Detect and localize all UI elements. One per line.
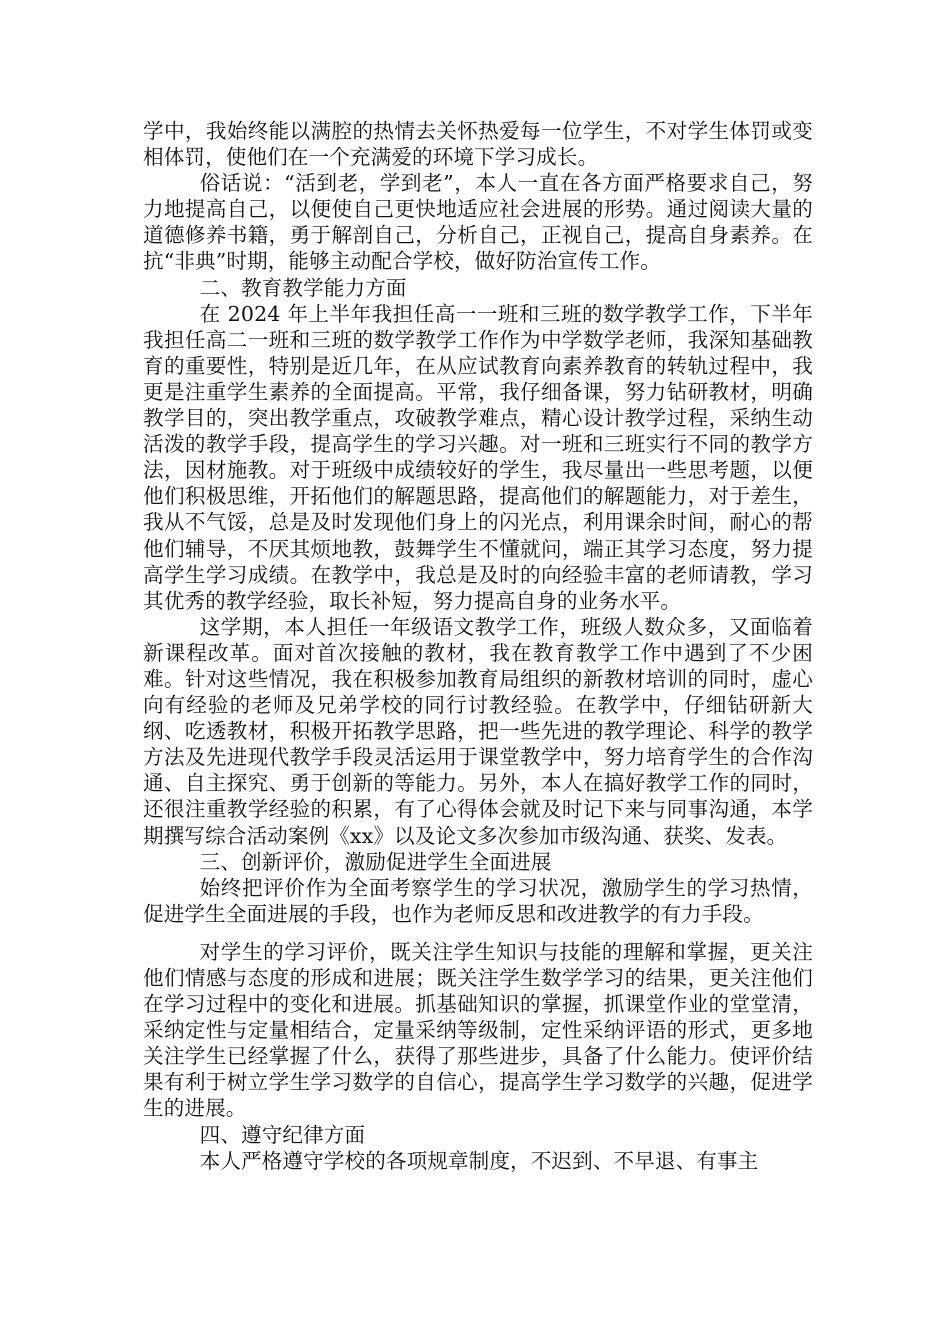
document-body <box>143 118 813 1174</box>
body-paragraph: 对学生的学习评价，既关注学生知识与技能的理解和掌握，更关注他们情感与态度的形成和进展；既关注学生数学学习的结果，更关注他们在学习过程中的变化和进展。抓基础知识的掌握，抓课堂作业的堂堂清，采纳定性与定量相结合，定量采纳等级制，定性采纳评语的形式，更多地关注学生已经掌握了什么，获得了那些进步，具备了什么能力。使评价结果有利于树立学生学习数学的自信心，提高学生学习数学的兴趣，促进学生的进展。 <box>143 939 813 1121</box>
body-paragraph: 学中，我始终能以满腔的热情去关怀热爱每一位学生，不对学生体罚或变相体罚，使他们在一个充满爱的环境下学习成长。 <box>143 119 813 170</box>
section-heading: 三、创新评价，激励促进学生全面进展 <box>199 849 552 874</box>
paragraph-spacer <box>143 927 813 939</box>
body-paragraph: 俗话说：“活到老，学到老”，本人一直在各方面严格要求自己，努力地提高自己，以便使自己更快地适应社会进展的形势。通过阅读大量的道德修养书籍，勇于解剖自己，分析自己，正视自己，提高自身素养。在抗“非典”时期，能够主动配合学校，做好防治宣传工作。 <box>143 171 813 274</box>
body-paragraph: 在 2024 年上半年我担任高一一班和三班的数学教学工作，下半年我担任高二一班和三班的数学教学工作作为中学数学老师，我深知基础教育的重要性，特别是近几年，在从应试教育向素养教育的转轨过程中，我更是注重学生素养的全面提高。平常，我仔细备课，努力钻研教材，明确教学目的，突出教学重点，攻破教学难点，精心设计教学过程，采纳生动活泼的教学手段，提高学生的学习兴趣。对一班和三班实行不同的教学方法，因材施教。对于班级中成绩较好的学生，我尽量出一些思考题，以便他们积极思维，开拓他们的解题思路，提高他们的解题能力，对于差生，我从不气馁，总是及时发现他们身上的闪光点，利用课余时间，耐心的帮他们辅导，不厌其烦地教，鼓舞学生不懂就问，端正其学习态度，努力提高学生学习成绩。在教学中，我总是及时的向经验丰富的老师请教，学习其优秀的教学经验，取长补短，努力提高自身的业务水平。 <box>143 301 813 613</box>
body-paragraph: 这学期，本人担任一年级语文教学工作，班级人数众多，又面临着新课程改革。面对首次接触的教材，我在教育教学工作中遇到了不少困难。针对这些情况，我在积极参加教育局组织的新教材培训的同时，虚心向有经验的老师及兄弟学校的同行讨教经验。在教学中，仔细钻研新大纲、吃透教材，积极开拓教学思路，把一些先进的教学理论、科学的教学方法及先进现代教学手段灵活运用于课堂教学中，努力培育学生的合作沟通、自主探究、勇于创新的等能力。另外，本人在搞好教学工作的同时，还很注重教学经验的积累，有了心得体会就及时记下来与同事沟通，本学期撰写综合活动案例《xx》以及论文多次参加市级沟通、获奖、发表。 <box>143 614 813 848</box>
section-heading: 四、遵守纪律方面 <box>199 1122 366 1147</box>
section-heading: 二、教育教学能力方面 <box>199 275 407 300</box>
body-paragraph: 始终把评价作为全面考察学生的学习状况，激励学生的学习热情，促进学生全面进展的手段，也作为老师反思和改进教学的有力手段。 <box>143 875 813 926</box>
body-paragraph: 本人严格遵守学校的各项规章制度，不迟到、不早退、有事主 <box>199 1148 759 1173</box>
